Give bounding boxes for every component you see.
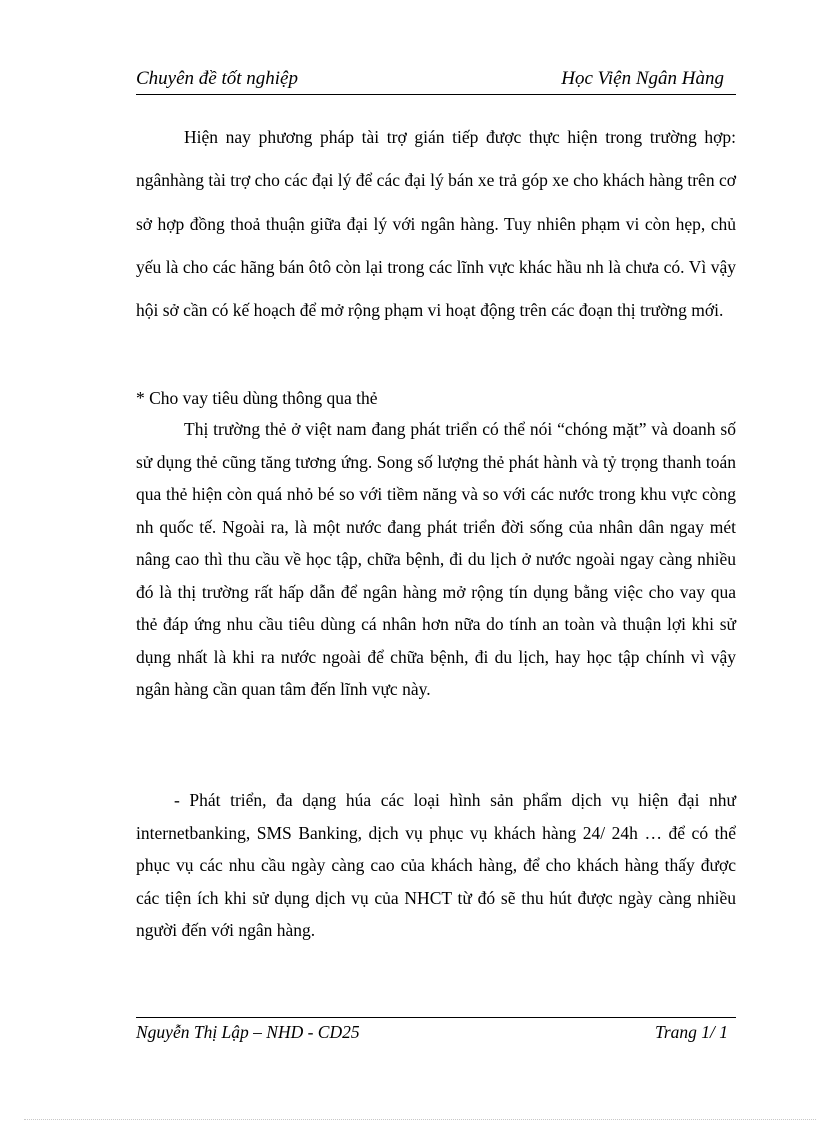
- section-heading-card-lending: * Cho vay tiêu dùng thông qua thẻ: [136, 388, 378, 408]
- page-bottom-edge: [24, 1119, 816, 1120]
- page-footer: [136, 1022, 736, 1048]
- paragraph-card-market: Thị trường thẻ ở việt nam đang phát triển có thể nói “chóng mặt” và doanh số sử dụng thẻ cũng tăng tương ứng. Song số lượng thẻ phát hành và tỷ trọng thanh toán qua thẻ hiện còn quá nhỏ bé so với tiềm năng và so với các nước trong khu vực còng nh quốc tế. Ngoài ra, là một nước đang phát triển đời sống của nhân dân ngay mét nâng cao thì thu cầu về học tập, chữa bệnh, đi du lịch ở nước ngoài ngay càng nhiều đó là thị trường rất hấp dẫn để ngân hàng mở rộng tín dụng bằng việc cho vay qua thẻ đáp ứng nhu cầu tiêu dùng cá nhân hơn nữa do tính an toàn và thuận lợi khi sử dụng nhất là khi ra nước ngoài để chữa bệnh, đi du lịch, hay học tập chính vì vậy ngân hàng cần quan tâm đến lĩnh vực này.: [136, 419, 736, 699]
- footer-author: Nguyễn Thị Lập – NHD - CD25: [136, 1022, 360, 1042]
- header-document-type: Chuyên đề tốt nghiệp: [136, 68, 298, 89]
- page-header: [136, 66, 736, 95]
- paragraph-indirect-financing: Hiện nay phương pháp tài trợ gián tiếp được thực hiện trong trường hợp: ngânhàng tài trợ cho các đại lý để các đại lý bán xe trả góp xe cho khách hàng trên cơ sở hợp đồng thoả thuận giữa đại lý với ngân hàng. Tuy nhiên phạm vi còn hẹp, chủ yếu là cho các hãng bán ôtô còn lại trong các lĩnh vực khác hầu nh là chưa có. Vì vậy hội sở cần có kế hoạch để mở rộng phạm vi hoạt động trên các đoạn thị trường mới.: [136, 127, 736, 321]
- header-institution: Học Viện Ngân Hàng: [561, 68, 724, 89]
- paragraph-modern-services: - Phát triển, đa dạng húa các loại hình sản phẩm dịch vụ hiện đại như internetbanking, SMS Banking, dịch vụ phục vụ khách hàng 24/ 24h … để có thể phục vụ các nhu cầu ngày càng cao của khách hàng, để cho khách hàng thấy được các tiện ích khi sử dụng dịch vụ của NHCT từ đó sẽ thu hút được ngày càng nhiều người đến với ngân hàng.: [136, 790, 736, 940]
- footer-page-number: Trang 1/ 1: [655, 1022, 728, 1042]
- footer-divider: [136, 1017, 736, 1018]
